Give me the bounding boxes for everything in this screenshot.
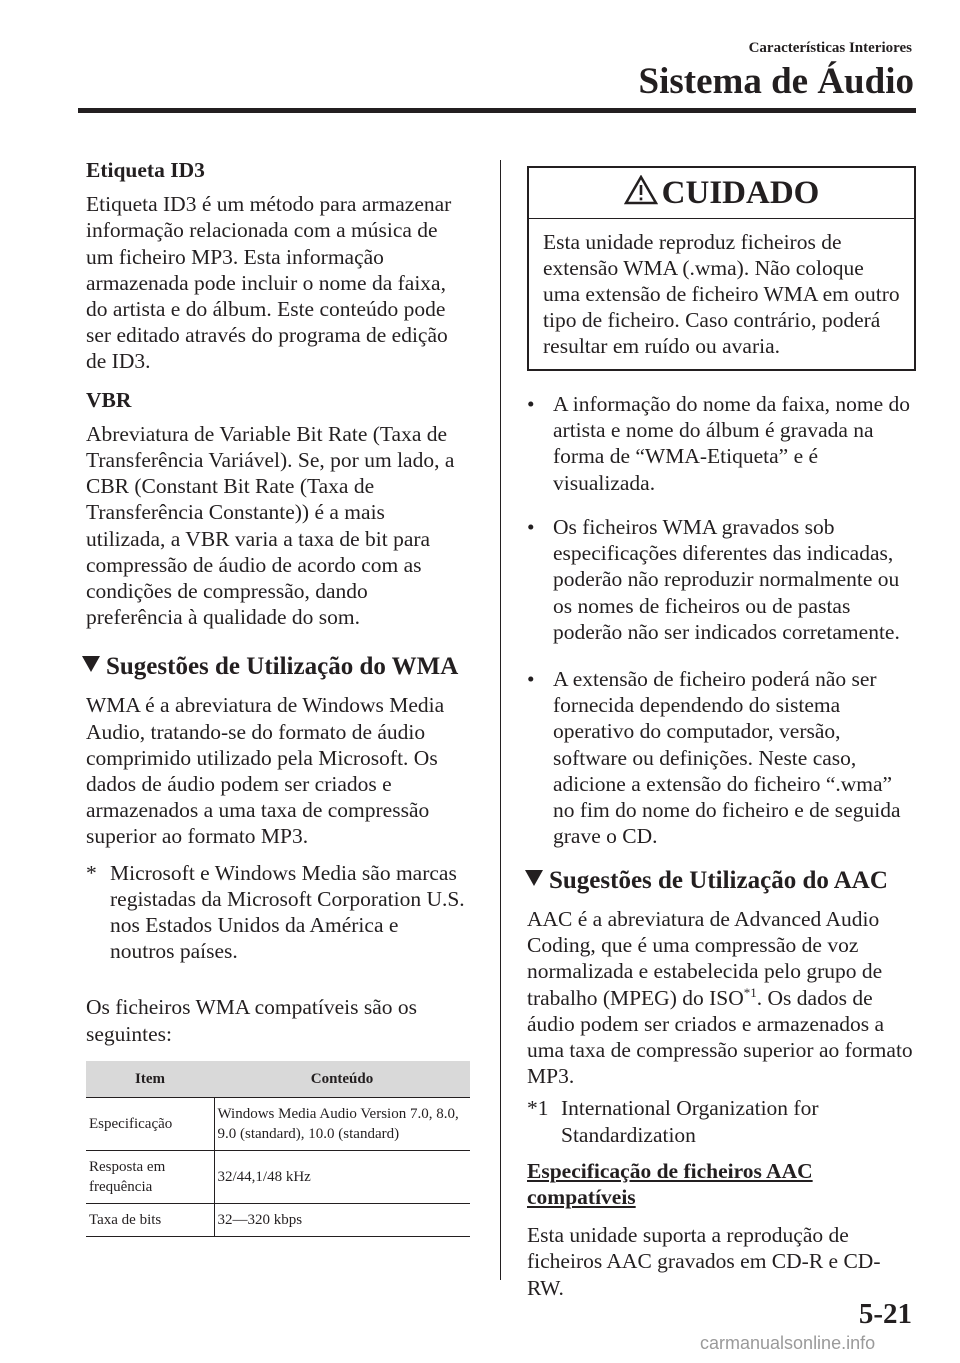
wma-spec-table — [86, 1061, 470, 1237]
table-header-item: Item — [86, 1061, 214, 1098]
bullet-item — [527, 391, 917, 496]
wma-heading: Sugestões de Utilização do WMA — [82, 652, 468, 682]
footnote-mark: *1 — [527, 1096, 549, 1121]
bullet-dot: • — [527, 515, 535, 539]
id3-heading: Etiqueta ID3 — [86, 158, 205, 182]
compat-paragraph: Os ficheiros WMA compatíveis são os seguintes: — [86, 995, 418, 1046]
table-cell: Resposta em frequência — [86, 1150, 214, 1203]
aac-paragraph: AAC é a abreviatura de Advanced Audio Coding, que é uma compressão de voz normalizada e estabelecida pelo grupo de trabalho (MPEG) do ISO$^{*1}$. Os dados de áudio podem ser criados e armazenados a uma taxa de compressão superior ao formato MP3. — [527, 907, 913, 1089]
caution-header — [529, 168, 914, 219]
bullet-item — [527, 666, 917, 849]
table-cell: Windows Media Audio Version 7.0, 8.0, 9.0 (standard), 10.0 (standard) — [214, 1097, 470, 1150]
id3-paragraph: Etiqueta ID3 é um método para armazenar informação relacionada com a música de um ficheiro MP3. Esta informação armazenada pode incluir o nome da faixa, do artista e do álbum. Este conteúdo pode ser editado através do programa de edição de ID3. — [86, 192, 452, 374]
caution-text: Esta unidade reproduz ficheiros de extensão WMA (.wma). Não coloque uma extensão de ficheiro WMA em outro tipo de ficheiro. Caso contrário, poderá resultar em ruído ou avaria. — [543, 230, 900, 358]
triangle-down-icon — [525, 870, 543, 886]
wma-paragraph: WMA é a abreviatura de Windows Media Audio, tratando-se do formato de áudio comprimido utilizado pela Microsoft. Os dados de áudio podem ser criados e armazenados a uma taxa de compressão superior ao formato MP3. — [86, 693, 445, 849]
aac-superscript: *1 — [743, 984, 757, 1000]
table-row — [86, 1203, 470, 1236]
bullet-text: Os ficheiros WMA gravados sob especificações diferentes das indicadas, poderão não reproduzir normalmente ou os nomes de ficheiros ou de pastas poderão não ser indicados corretamente. — [553, 515, 900, 644]
header-rule — [78, 108, 916, 113]
left-column — [86, 157, 468, 1237]
table-header-content: Conteúdo — [214, 1061, 470, 1098]
aac-heading: Sugestões de Utilização do AAC — [525, 866, 915, 896]
bullet-dot: • — [527, 667, 535, 691]
table-cell: 32—320 kbps — [214, 1203, 470, 1236]
section-label: Características Interiores — [748, 40, 912, 56]
table-cell: 32/44,1/48 kHz — [214, 1150, 470, 1203]
vbr-paragraph: Abreviatura de Variable Bit Rate (Taxa de Transferência Variável). Se, por um lado, a CBR (Constant Bit Rate (Taxa de Transferência Constante)) é a mais utilizada, a VBR varia a taxa de bit para compressão de áudio de acordo com as condições de compressão, dando preferência à qualidade do som. — [86, 421, 455, 630]
footnote-text: Microsoft e Windows Media são marcas registadas da Microsoft Corporation U.S. nos Estados Unidos da América e noutros países. — [110, 860, 465, 964]
warning-icon — [624, 175, 658, 205]
aac-footnote — [527, 1095, 915, 1147]
bullet-text: A informação do nome da faixa, nome do artista e nome do álbum é gravada na forma de “WMA-Etiqueta” e é visualizada. — [553, 392, 911, 495]
page-number: 5-21 — [858, 1298, 912, 1330]
triangle-down-icon — [82, 656, 100, 672]
vbr-heading: VBR — [86, 387, 132, 412]
page-title: Sistema de Áudio — [638, 61, 914, 102]
table-cell: Taxa de bits — [86, 1203, 214, 1236]
aac-section — [527, 866, 915, 1301]
table-row — [86, 1150, 470, 1203]
aac-spec-paragraph: Esta unidade suporta a reprodução de ficheiros AAC gravados em CD-R e CD-RW. — [527, 1223, 881, 1300]
table-header-row — [86, 1061, 470, 1098]
caution-title: CUIDADO — [661, 175, 820, 211]
caution-box — [527, 166, 916, 371]
bullet-item — [527, 514, 917, 645]
table-row — [86, 1097, 470, 1150]
bullet-text: A extensão de ficheiro poderá não ser fornecida dependendo do sistema operativo do computador, versão, software ou definições. Neste caso, adicione a extensão do ficheiro “.wma” no fim do nome do ficheiro e de seguida grave o CD. — [553, 667, 901, 849]
table-cell: Especificação — [86, 1097, 214, 1150]
watermark: carmanualsonline.info — [700, 1333, 876, 1353]
bullet-dot: • — [527, 392, 535, 416]
footnote-text: International Organization for Standardization — [561, 1096, 819, 1147]
footnote-mark: * — [86, 860, 97, 885]
column-divider — [500, 160, 501, 1280]
wma-footnote — [86, 860, 468, 965]
aac-spec-heading: Especificação de ficheiros AAC compatíveis — [527, 1158, 813, 1210]
